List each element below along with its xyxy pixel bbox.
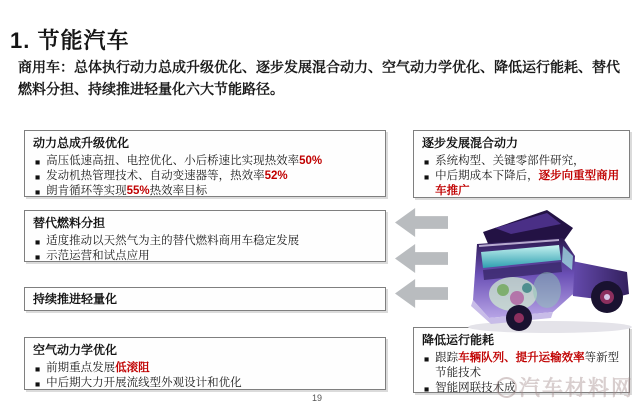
box-aerodynamics xyxy=(24,337,386,390)
list-item xyxy=(33,154,377,169)
intro-paragraph: 商用车：总体执行动力总成升级优化、逐步发展混合动力、空气动力学优化、降低运行能耗、替代燃料分担、持续推进轻量化六大节能路径。 xyxy=(18,59,620,98)
page-number: 19 xyxy=(312,393,323,403)
bullet-text: 跟踪车辆队列、提升运输效率等新型节能技术 xyxy=(435,351,620,379)
bullet-text: 智能网联技术成 xyxy=(435,382,516,395)
bullet-text: 示范运营和试点应用 xyxy=(46,250,150,262)
bullet-text: 前期重点发展低滚阻 xyxy=(46,361,150,374)
list-item xyxy=(422,351,621,381)
list-item xyxy=(33,376,377,391)
left-arrow-icon xyxy=(395,279,448,308)
page-title: 1. 节能汽车 xyxy=(10,28,130,53)
bullet-text: 适度推动以天然气为主的替代燃料商用车稳定发展 xyxy=(46,234,300,247)
bullet-text: 朗肯循环等实现55%热效率目标 xyxy=(46,185,208,198)
box-operating-energy xyxy=(413,327,630,393)
bullet-text: 发动机热管理技术、自动变速器等，热效率52% xyxy=(46,170,288,182)
box-alt-fuel xyxy=(24,210,386,262)
list-item xyxy=(33,234,377,249)
box-alt-fuel-title: 替代燃料分担 xyxy=(33,216,106,230)
truck-cutaway-image xyxy=(455,198,635,336)
list-item xyxy=(422,381,621,396)
bullet-square-icon: ■ xyxy=(35,156,41,167)
bullet-square-icon: ■ xyxy=(35,172,41,182)
list-item xyxy=(33,249,377,264)
bullet-square-icon: ■ xyxy=(424,156,430,167)
list-item xyxy=(33,169,377,184)
bullet-square-icon: ■ xyxy=(35,379,41,389)
box-hybrid-power-title: 逐步发展混合动力 xyxy=(422,136,519,150)
left-arrow-icon xyxy=(395,244,448,273)
bullet-text: 系统构型、关键零部件研究， xyxy=(435,154,585,167)
bullet-text: 中后期成本下降后，逐步向重型商用车推广 xyxy=(435,170,620,198)
bullet-square-icon: ■ xyxy=(35,236,41,247)
box-powertrain xyxy=(24,130,386,197)
box-hybrid-power xyxy=(413,130,630,198)
list-item xyxy=(422,154,621,169)
bullet-square-icon: ■ xyxy=(35,252,41,262)
bullet-text: 中后期大力开展流线型外观设计和优化 xyxy=(46,377,242,389)
left-arrow-icon xyxy=(395,208,448,237)
bullet-square-icon: ■ xyxy=(424,353,430,364)
bullet-square-icon: ■ xyxy=(35,187,41,198)
list-item xyxy=(33,361,377,376)
box-lightweight-title: 持续推进轻量化 xyxy=(33,292,118,306)
box-aerodynamics-title: 空气动力学优化 xyxy=(33,343,118,357)
bullet-square-icon: ■ xyxy=(424,384,430,395)
list-item xyxy=(422,169,621,199)
box-lightweight xyxy=(24,287,386,311)
bullet-square-icon: ■ xyxy=(35,363,41,374)
watermark-text: 汽车材料网 xyxy=(519,377,634,400)
bullet-text: 高压低速高扭、电控优化、小后桥速比实现热效率50% xyxy=(46,154,323,167)
box-operating-energy-title: 降低运行能耗 xyxy=(422,333,495,347)
box-powertrain-title: 动力总成升级优化 xyxy=(33,136,130,150)
bullet-square-icon: ■ xyxy=(424,172,430,182)
list-item xyxy=(33,184,377,199)
